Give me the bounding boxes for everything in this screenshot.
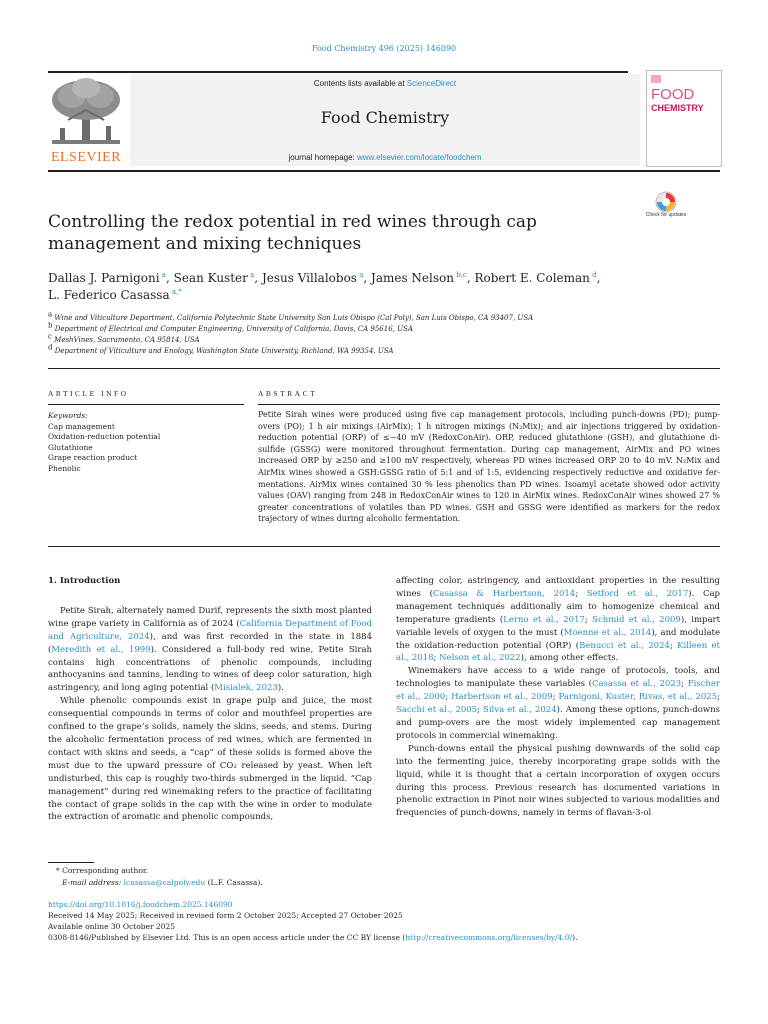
keyword: Glutathione <box>48 442 93 452</box>
author-affiliation-mark[interactable]: a <box>159 271 166 279</box>
paragraph-text: ), impart variable levels of oxygen to the must ( <box>396 614 720 638</box>
license-suffix: ). <box>572 933 578 942</box>
paragraph-text: ). Among these options, punch-downs and pump-overs are the most widely implemented cap management protocols in commercial winemaking. <box>396 705 720 741</box>
keywords-label: Keywords: <box>48 411 88 420</box>
license-prefix: 0308-8146/Published by Elsevier Ltd. This is an open access article under the CC BY license ( <box>48 933 406 942</box>
citation-link[interactable]: Moenne et al., 2014 <box>563 627 652 638</box>
citation-link[interactable]: Parnigoni, Kuster, Rivas, et al., 2025 <box>558 692 718 703</box>
author-affiliation-mark[interactable]: b,c <box>453 271 467 279</box>
paragraph-text: ). Cap management techniques additionally aim to homogenize chemical and temperature gradients ( <box>396 588 720 625</box>
affiliation <box>48 343 720 357</box>
header-rule <box>48 170 720 172</box>
license-line <box>48 932 720 943</box>
citation-link[interactable]: Sacchi et al., 2005 <box>396 705 478 716</box>
citation-link[interactable]: Meredith et al., 1999 <box>51 644 151 655</box>
author-separator: , <box>466 271 475 285</box>
journal-cover[interactable] <box>646 70 722 167</box>
author-name[interactable]: Sean Kuster <box>173 271 248 285</box>
paragraph-text: ). <box>277 683 284 694</box>
abstract-rule <box>258 404 720 405</box>
affiliation-text: Department of Viticulture and Enology, Washington State University, Richland, WA 99354, USA <box>52 347 394 355</box>
affiliation <box>48 332 720 346</box>
article-title: Controlling the redox potential in red wines through cap management and mixing techniques <box>48 212 537 254</box>
homepage-prefix: journal homepage: <box>288 153 357 162</box>
affiliation-text: MeshVines, Sacramento, CA 95814, USA <box>51 336 200 344</box>
author-list <box>48 270 720 304</box>
body-paragraph <box>396 743 720 820</box>
paragraph-text: ; <box>681 679 688 690</box>
citation-link[interactable]: California Department of Food and Agriculture, 2024 <box>48 618 372 642</box>
section-heading: 1. Introduction <box>48 576 121 586</box>
citation-link[interactable]: Fischer et al., 2000 <box>396 679 720 703</box>
author-affiliation-mark[interactable]: a,* <box>169 288 182 296</box>
paragraph-text: Punch-downs entail the physical pushing downwards of the solid cap into the fermenting juice, thereby incorporating grape solids with the liquid, while it is thought that a certain incorporation of oxygen occurs during this process. Previous research has documented variations in phenolic extraction in Pinot noir wines subjected to various modalities and frequencies of punch-downs, namely in terms of flavan-3-ol <box>396 743 720 819</box>
email-label: E-mail address: <box>62 878 122 887</box>
contents-line <box>140 79 630 88</box>
author-name[interactable]: James Nelson <box>371 271 454 285</box>
keyword: Phenolic <box>48 463 81 473</box>
check-for-updates-label[interactable]: Check for updates <box>645 212 687 218</box>
paragraph-text: ; <box>552 692 559 703</box>
keyword: Grape reaction product <box>48 453 138 462</box>
affiliation-text: Department of Electrical and Computer Engineering, University of California, Davis, CA 95616, USA <box>52 325 413 333</box>
cover-title <box>651 88 704 114</box>
author-affiliation-mark[interactable]: a <box>356 271 364 279</box>
affiliation <box>48 321 720 335</box>
publication-info <box>48 899 720 943</box>
author-separator: , <box>596 271 601 285</box>
author-name[interactable]: Robert E. Coleman <box>474 271 590 285</box>
citation-link[interactable]: Casassa & Harbertson, 2014 <box>432 588 576 599</box>
citation-link[interactable]: Setford et al., 2017 <box>586 588 689 599</box>
corresponding-author-note: * Corresponding author. <box>56 866 149 875</box>
paragraph-text: ). Considered a full-body red wine, Petite Sirah contains high concentrations of phenolic compounds, including anthocyanins and tannins, lending to wines of deep color saturation, high astringency, and long aging potential ( <box>48 644 372 694</box>
paragraph-text: ), and was first recorded in the state in 1884 ( <box>48 631 372 655</box>
divider <box>48 368 720 369</box>
affiliation-mark: d <box>48 343 53 352</box>
cover-title-line2: CHEMISTRY <box>651 103 704 113</box>
affiliations <box>48 310 720 357</box>
author-separator: , <box>363 271 372 285</box>
body-column-left <box>48 575 372 824</box>
article-info-rule <box>48 404 244 405</box>
author-name[interactable]: L. Federico Casassa <box>48 288 170 302</box>
abstract-text: Petite Sirah wines were produced using five cap management protocols, including punch-downs (PD); pump-overs (PO); 1 h air mixings (AirMix); 1 h nitrogen mixings (N₂Mix); and air injections triggered by oxidation-reduction potential (ORP) of ≤−40 mV (RedoxConAir). ORP, reduced glutathione (GSH), and glutathione di-sulfide (GSSG) were monitored throughout fermentation. During cap management, AirMix and PO wines increased ORP by ≥250 and ≥100 mV respectively, whereas PD wines increased ORP 20 to 40 mV. N₂Mix and AirMix wines showed a GSH:GSSG ratio of 5:1 and of 1:5, evidencing respectively reductive and oxidative fer-mentations. AirMix wines contained 30 % less phenolics than PD wines. Isoamyl acetate showed odor activity values (OAV) ranging from 248 in RedoxConAir wines to 120 in AirMix wines. RedoxConAir wines showed 27 % greater concentrations of volatiles than PD wines. GSH and GSSG were identified as markers for the redox trajectory of wines during alcoholic fermentation. <box>258 410 720 524</box>
author-separator: , <box>165 271 174 285</box>
keyword: Oxidation-reduction potential <box>48 432 161 441</box>
paragraph-text: While phenolic compounds exist in grape pulp and juice, the most consequential compounds in terms of color and mouthfeel properties are confined to the grape’s solids, namely the skins, seeds, and stems. During the alcoholic fermentation process of red wines, which are fermented in contact with skins and seeds, a “cap” of these solids is formed above the must due to the upward pressure of CO₂ released by yeast. When left undisturbed, this cap is roughly two-thirds submerged in the liquid. “Cap management” during red winemaking refers to the practice of facilitating the contact of grape solids in the cap with the wine in order to modulate the extraction of aromatic and phenolic compounds, <box>48 696 372 823</box>
homepage-line <box>140 153 630 162</box>
affiliation-mark: b <box>48 321 53 330</box>
abstract-heading: ABSTRACT <box>258 389 318 398</box>
author-affiliation-mark[interactable]: d <box>589 271 597 279</box>
paragraph-text: ; <box>477 705 484 716</box>
author-affiliation-mark[interactable]: a <box>247 271 255 279</box>
author-name[interactable]: Dallas J. Parnigoni <box>48 271 160 285</box>
paragraph-text: ; <box>445 692 452 703</box>
paragraph-text: ; <box>669 640 678 651</box>
paragraph-text: Petite Sirah, alternately named Durif, represents the sixth most planted wine grape variety in California as of 2024 ( <box>48 605 372 629</box>
footnote-rule <box>48 862 94 863</box>
keyword: Cap management <box>48 421 115 431</box>
keywords-list <box>48 422 244 475</box>
paragraph-text: ; <box>433 653 440 664</box>
paragraph-text: ), among other effects. <box>520 653 619 664</box>
journal-reference[interactable]: Food Chemistry 496 (2025) 146090 <box>311 44 457 53</box>
divider <box>48 546 720 547</box>
paragraph-text: ; <box>584 614 593 625</box>
citation-link[interactable]: Silva et al., 2024 <box>483 705 557 716</box>
affiliation-text: Wine and Viticulture Department, California Polytechnic State University San Luis Obispo (Cal Poly), San Luis Obispo, CA 93407, USA <box>52 314 534 322</box>
received-dates: Received 14 May 2025; Received in revised form 2 October 2025; Accepted 27 October 2025 <box>48 911 403 920</box>
email-suffix: (L.F. Casassa). <box>205 878 263 887</box>
footnotes <box>48 865 720 889</box>
paragraph-text: Winemakers have access to a wide range of protocols, tools, and technologies to manipulate these variables ( <box>396 666 720 690</box>
citation-link[interactable]: Misialek, 2023 <box>214 683 278 694</box>
paragraph-text: ; <box>575 588 587 599</box>
paragraph-text: ), and modulate the oxidation-reduction potential (ORP) ( <box>396 627 720 651</box>
cover-title-line1: FOOD <box>651 86 695 103</box>
citation-link[interactable]: Nelson et al., 2022 <box>439 653 521 664</box>
citation-link[interactable]: Harbertson et al., 2009 <box>451 692 553 703</box>
elsevier-wordmark: ELSEVIER <box>50 150 122 165</box>
affiliation <box>48 310 720 324</box>
citation-link[interactable]: Killeen et al., 2018 <box>396 640 720 664</box>
citation-link[interactable]: Benucci et al., 2024 <box>579 640 670 651</box>
license-link[interactable]: http://creativecommons.org/licenses/by/4.0/ <box>405 933 573 942</box>
affiliation-mark: c <box>48 332 52 341</box>
body-column-right <box>396 575 720 820</box>
paragraph-text: ; <box>717 692 720 703</box>
sciencedirect-link[interactable]: ScienceDirect <box>406 79 457 88</box>
homepage-link[interactable]: www.elsevier.com/locate/foodchem <box>357 153 482 162</box>
citation-link[interactable]: Lerno et al., 2017 <box>503 614 585 625</box>
check-for-updates-icon[interactable] <box>648 191 684 227</box>
journal-title: Food Chemistry <box>320 108 450 127</box>
email-line <box>48 877 720 889</box>
body-paragraph <box>396 575 720 665</box>
body-paragraph <box>48 605 372 695</box>
author-separator: , <box>254 271 262 285</box>
citation-link[interactable]: Schmid et al., 2009 <box>592 614 681 625</box>
available-online: Available online 30 October 2025 <box>48 922 176 931</box>
contents-prefix: Contents lists available at <box>313 79 407 88</box>
body-paragraph <box>396 665 720 742</box>
email-link[interactable]: lcasassa@calpoly.edu <box>123 878 206 887</box>
cover-decoration <box>651 75 661 83</box>
author-name[interactable]: Jesus Villalobos <box>261 271 357 285</box>
paragraph-text: affecting color, astringency, and antioxidant properties in the resulting wines ( <box>396 576 720 599</box>
citation-link[interactable]: Casassa et al., 2023 <box>592 679 682 690</box>
body-paragraph <box>48 695 372 824</box>
keywords-block <box>48 411 244 474</box>
article-info-heading: ARTICLE INFO <box>48 389 129 398</box>
affiliation-mark: a <box>48 310 53 319</box>
doi-link[interactable]: https://doi.org/10.1016/j.foodchem.2025.146090 <box>48 900 233 909</box>
